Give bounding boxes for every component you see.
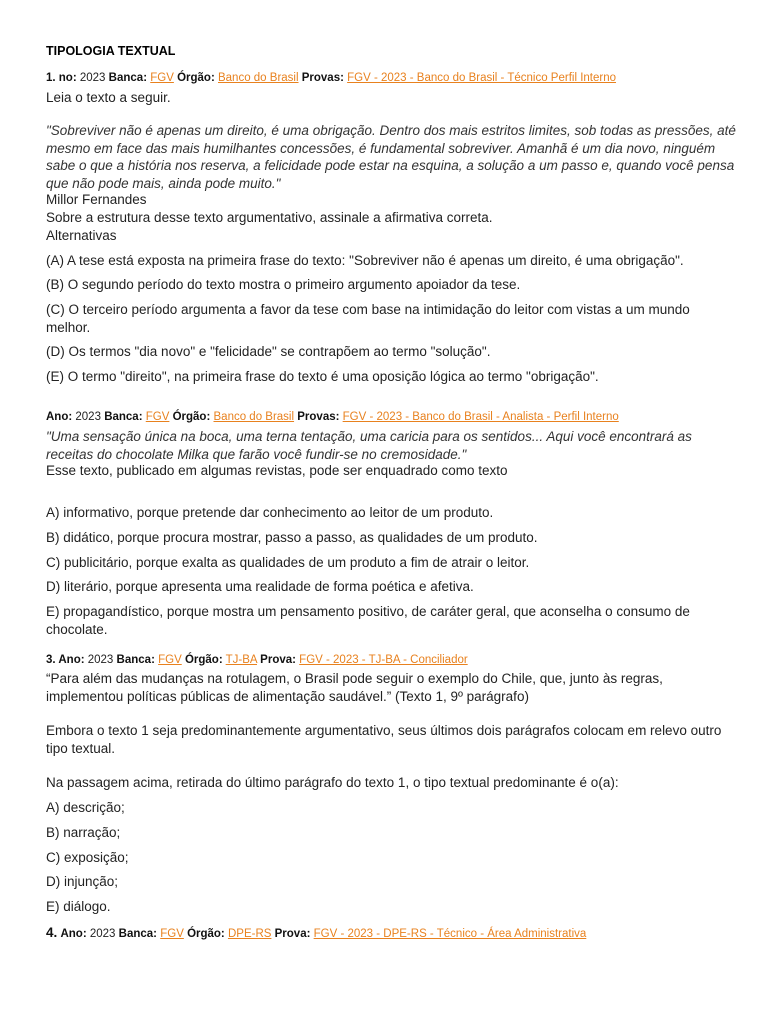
option-e: E) propagandístico, porque mostra um pensamento positivo, de caráter geral, que aconselha o consumo de chocolate. [46, 604, 690, 637]
option-c: C) publicitário, porque exalta as qualidades de um produto a fim de atrair o leitor. [46, 555, 530, 570]
option-b: B) didático, porque procura mostrar, passo a passo, as qualidades de um produto. [46, 530, 538, 545]
banca-link[interactable]: FGV [160, 928, 184, 940]
question-3-statement: Na passagem acima, retirada do último parágrafo do texto 1, o tipo textual predominante é o(a): [46, 775, 619, 790]
option-a: A) descrição; [46, 800, 125, 815]
prova-label: Provas: [297, 411, 340, 423]
option-c: (C) O terceiro período argumenta a favor da tese com base na intimidação do leitor com vistas a um mundo melhor. [46, 302, 690, 335]
prova-link[interactable]: FGV - 2023 - Banco do Brasil - Técnico Perfil Interno [347, 72, 617, 84]
question-3-context: Embora o texto 1 seja predominantemente argumentativo, seus últimos dois parágrafos colocam em relevo outro tipo textual. [46, 723, 722, 756]
question-number: Ano: [46, 411, 73, 423]
option-e: (E) O termo "direito", na primeira frase do texto é uma oposição lógica ao termo "obrigação". [46, 369, 599, 384]
orgao-label: Órgão: [184, 654, 223, 666]
year-value: 2023 [87, 654, 114, 666]
prova-label: Provas: [301, 72, 344, 84]
question-1-intro: Leia o texto a seguir. [46, 90, 171, 105]
year-value: 2023 [75, 411, 101, 423]
question-number: 3. Ano: [46, 654, 85, 666]
question-2-quote: "Uma sensação única na boca, uma terna tentação, uma caricia para os sentidos... Aqui você encontrará as receitas do chocolate Milka que farão você fundir-se no cremosidade." [46, 429, 692, 462]
question-number: 4. [46, 925, 58, 940]
orgao-label: Órgão: [177, 72, 215, 84]
option-a: (A) A tese está exposta na primeira frase do texto: "Sobreviver não é apenas um direito, é uma obrigação". [46, 253, 684, 268]
option-a: A) informativo, porque pretende dar conhecimento ao leitor de um produto. [46, 505, 494, 520]
question-1-quote: "Sobreviver não é apenas um direito, é uma obrigação. Dentro dos mais estritos limites, sob todas as pressões, até mesmo em face das mais humilhantes concessões, é fundamental sobreviver. Amanhã é um dia novo, ninguém sabe o que a história nos reserva, a felicidade pode estar na esquina, a solução a um passo e, quando você pensa que não pode mais, ainda pode muito." [46, 123, 736, 191]
orgao-label: Órgão: [172, 411, 211, 423]
banca-label: Banca: [104, 411, 143, 423]
option-c: C) exposição; [46, 850, 129, 865]
option-d: D) literário, porque apresenta uma realidade de forma poética e afetiva. [46, 579, 474, 594]
banca-label: Banca: [108, 72, 148, 84]
year-value: 2023 [79, 72, 106, 84]
question-3-quote: “Para além das mudanças na rotulagem, o Brasil pode seguir o exemplo do Chile, que, junto às regras, implementou políticas públicas de alimentação saudável.” (Texto 1, 9º parágrafo) [46, 671, 663, 704]
year-label: Ano: [60, 928, 87, 940]
prova-link[interactable]: FGV - 2023 - Banco do Brasil - Analista - Perfil Interno [342, 411, 619, 423]
option-b: B) narração; [46, 825, 121, 840]
option-e: E) diálogo. [46, 899, 111, 914]
prova-link[interactable]: FGV - 2023 - DPE-RS - Técnico - Área Administrativa [313, 928, 587, 940]
banca-link[interactable]: FGV [150, 72, 174, 84]
question-2-meta [46, 411, 619, 423]
question-1-statement: Sobre a estrutura desse texto argumentativo, assinale a afirmativa correta. [46, 210, 493, 225]
prova-label: Prova: [260, 654, 296, 666]
orgao-link[interactable]: DPE-RS [227, 928, 272, 940]
option-d: D) injunção; [46, 874, 119, 889]
banca-label: Banca: [118, 928, 158, 940]
question-1-meta [46, 72, 616, 84]
orgao-link[interactable]: Banco do Brasil [213, 411, 295, 423]
orgao-label: Órgão: [187, 928, 225, 940]
option-d: (D) Os termos "dia novo" e "felicidade" se contrapõem ao termo "solução". [46, 344, 491, 359]
prova-label: Prova: [274, 928, 311, 940]
banca-label: Banca: [116, 654, 155, 666]
question-2-statement: Esse texto, publicado em algumas revistas, pode ser enquadrado como texto [46, 463, 508, 478]
banca-link[interactable]: FGV [145, 411, 170, 423]
question-3-meta [46, 654, 468, 666]
alternatives-label: Alternativas [46, 228, 117, 243]
question-4-meta [46, 925, 586, 940]
page-title: TIPOLOGIA TEXTUAL [46, 44, 176, 58]
orgao-link[interactable]: TJ-BA [225, 654, 257, 666]
prova-link[interactable]: FGV - 2023 - TJ-BA - Conciliador [299, 654, 468, 666]
orgao-link[interactable]: Banco do Brasil [217, 72, 299, 84]
question-number: 1. no: [46, 72, 77, 84]
banca-link[interactable]: FGV [158, 654, 182, 666]
year-value: 2023 [89, 928, 116, 940]
question-1-author: Millor Fernandes [46, 192, 147, 207]
option-b: (B) O segundo período do texto mostra o primeiro argumento apoiador da tese. [46, 277, 521, 292]
